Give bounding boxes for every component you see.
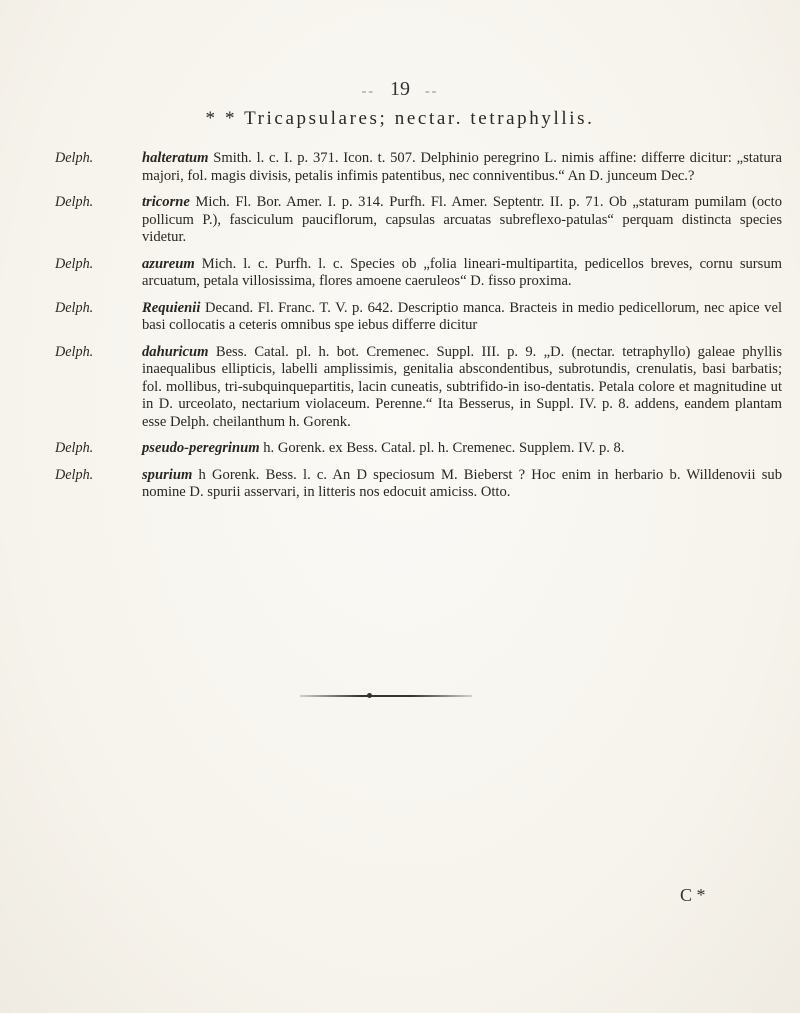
species-entries <box>55 150 790 511</box>
entry-dahuricum <box>55 344 790 432</box>
entry-text: Smith. l. c. I. p. 371. Icon. t. 507. Delphinio peregrino L. nimis affine: differre dicitur: „statura majori, fol. magis divisis, petalis infimis patentibus, nec conniventibus.“ An D. junceum Dec.? <box>142 150 782 184</box>
printer-signature: C * <box>680 885 706 905</box>
entry-body <box>142 440 782 458</box>
entry-text: h Gorenk. Bess. l. c. An D speciosum M. Bieberst ? Hoc enim in herbario b. Willdenovii sub nomine D. spurii asservari, in litteris nos edocuit amiciss. Otto. <box>142 466 782 500</box>
page-number-line <box>0 78 800 101</box>
entry-requienii <box>55 300 790 335</box>
genus-label: Delph. <box>55 299 94 316</box>
entry-text: Mich. l. c. Purfh. l. c. Species ob „folia lineari-multipartita, pedicellos breves, cornu sursum arcuatum, petala villosissima, flores amoene caeruleos“ D. fisso proxima. <box>142 255 782 289</box>
entry-halteratum <box>55 150 790 185</box>
entry-text: Mich. Fl. Bor. Amer. I. p. 314. Purfh. Fl. Amer. Septentr. II. p. 71. Ob „staturam pumilam (octo pollicum P.), fasciculum pauciflorum, capsulas arcuatas subreflexo-patulas“ perquam distincta species videtur. <box>142 194 782 245</box>
genus-label: Delph. <box>55 466 94 483</box>
species-name: dahuricum <box>142 343 209 360</box>
species-name: spurium <box>142 466 193 483</box>
entry-pseudo-peregrinum <box>55 440 790 458</box>
genus-label: Delph. <box>55 255 94 272</box>
entry-body <box>142 300 782 335</box>
entry-body <box>142 467 782 502</box>
species-name: halteratum <box>142 150 209 166</box>
entry-text: Bess. Catal. pl. h. bot. Cremenec. Suppl. III. p. 9. „D. (nectar. tetraphyllo) galeae phyllis inaequalibus ellipticis, labelli amplissimis, genitalia abscondentibus, subrotundis, crenulatis, basi barbatis; fol. mollibus, tri-subquinquepartitis, lacin cuneatis, subtrifido-in iso-dentatis. Petala colore et magnitudine ut in D. urceolato, nectarium violaceum. Perenne.“ Ita Besserus, in Suppl. IV. p. 8. addens, eandem plantam esse Delph. cheilanthum h. Gorenk. <box>142 343 782 430</box>
entry-body <box>142 194 782 247</box>
ornamental-rule-dot <box>367 693 372 698</box>
entry-body <box>142 150 782 185</box>
entry-tricorne <box>55 194 790 247</box>
species-name: Requienii <box>142 299 201 316</box>
species-name: tricorne <box>142 194 190 210</box>
entry-text: h. Gorenk. ex Bess. Catal. pl. h. Cremenec. Supplem. IV. p. 8. <box>263 440 625 456</box>
species-name: pseudo-peregrinum <box>142 440 260 456</box>
entry-azureum <box>55 256 790 291</box>
ornamental-rule <box>300 695 472 697</box>
genus-label: Delph. <box>55 194 94 210</box>
genus-label: Delph. <box>55 440 94 456</box>
entry-text: Decand. Fl. Franc. T. V. p. 642. Descriptio manca. Bracteis in medio pedicellorum, nec apice vel basi collocatis a ceteris omnibus spe iebus differre dicitur <box>142 299 782 333</box>
dash-left: -- <box>361 84 375 99</box>
genus-label: Delph. <box>55 150 94 166</box>
entry-spurium <box>55 467 790 502</box>
entry-body <box>142 256 782 291</box>
species-name: azureum <box>142 255 195 272</box>
page-number: 19 <box>390 78 410 100</box>
entry-body <box>142 344 782 432</box>
section-heading: * * Tricapsulares; nectar. tetraphyllis. <box>205 108 595 129</box>
genus-label: Delph. <box>55 343 94 360</box>
dash-right: -- <box>425 84 439 99</box>
